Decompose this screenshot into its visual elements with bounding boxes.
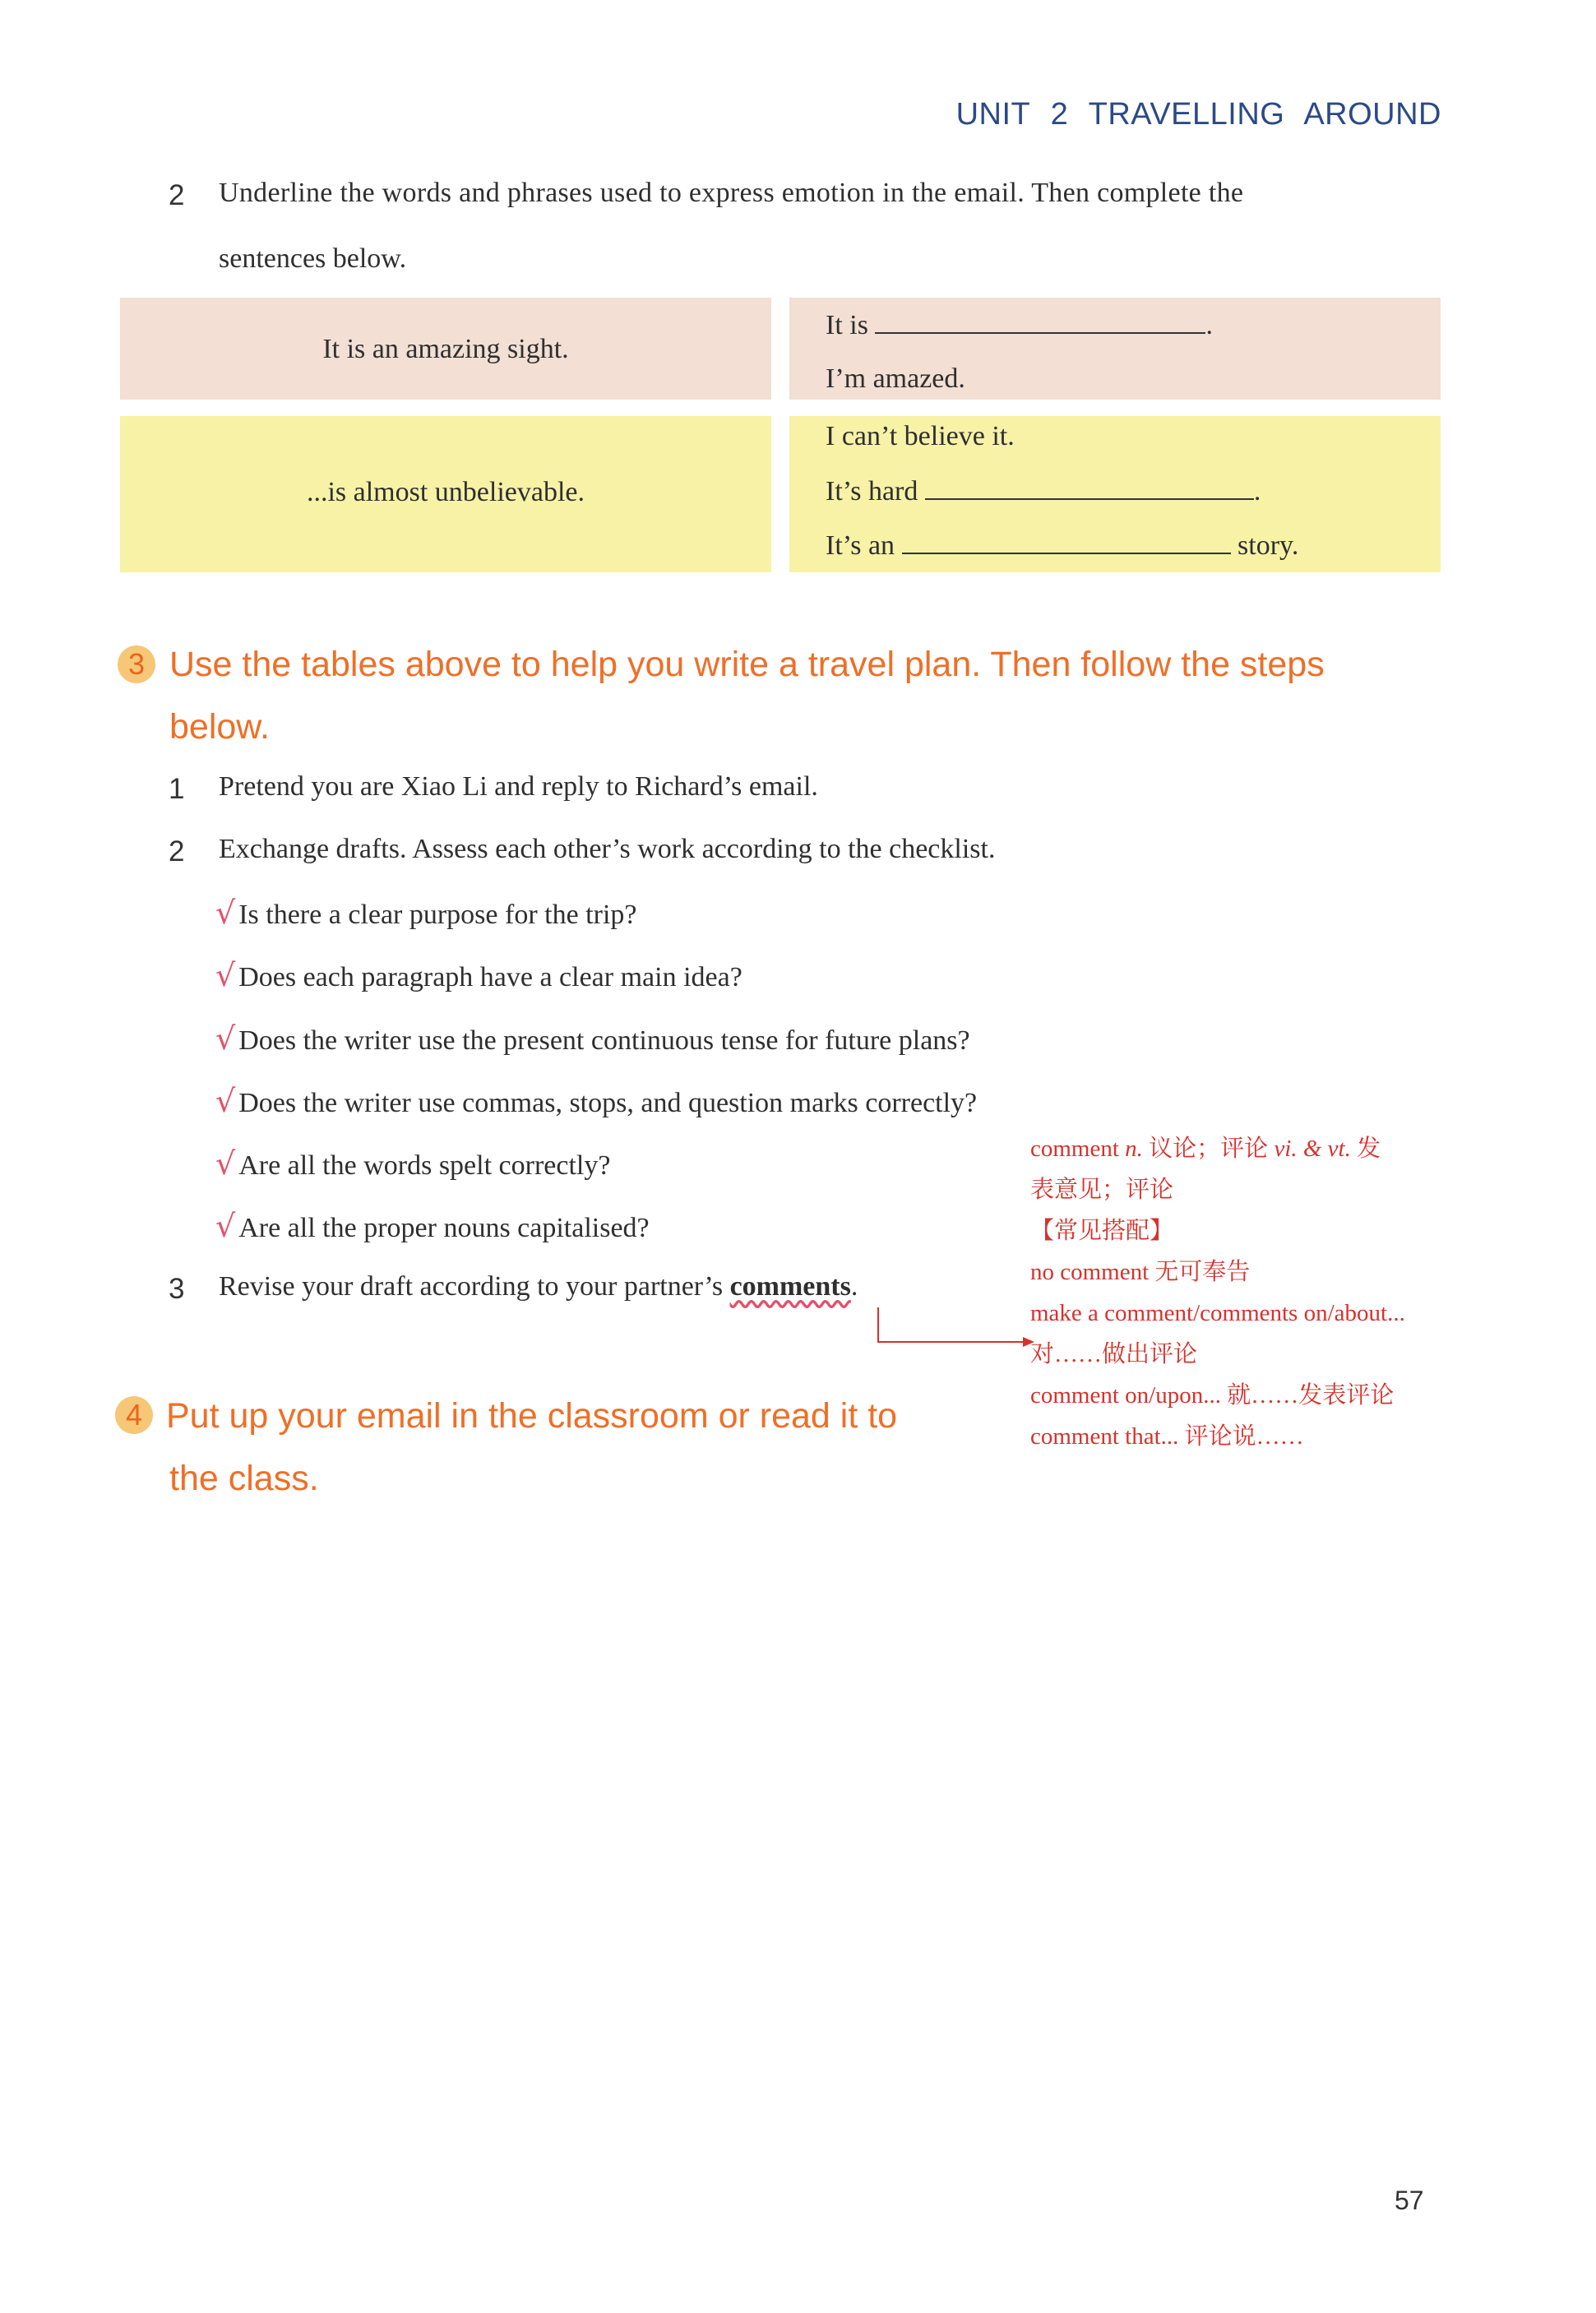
checklist-item <box>215 1208 650 1244</box>
check-icon: √ <box>215 1145 236 1182</box>
step1-number: 1 <box>169 773 185 805</box>
section4-title-line1: Put up your email in the classroom or read it to <box>166 1396 898 1436</box>
note-pos-verb: vi. & vt. <box>1274 1136 1351 1162</box>
answer-blank-1[interactable] <box>875 309 1205 334</box>
keyword-comments: comments <box>729 1271 851 1302</box>
note-line-2: 表意见；评论 <box>1030 1177 1174 1203</box>
step3-number: 3 <box>169 1273 185 1305</box>
checklist-text: Are all the proper nouns capitalised? <box>238 1213 650 1243</box>
note-line-7: comment on/upon... 就……发表评论 <box>1030 1382 1395 1409</box>
row2-line3-prefix: It’s an <box>826 530 895 561</box>
table-row1-right <box>789 298 1441 400</box>
checklist-item <box>215 1145 610 1182</box>
note-pos-noun: n. <box>1125 1136 1143 1162</box>
row2-line2-prefix: It’s hard <box>826 476 918 507</box>
step2-text: Exchange drafts. Assess each other’s work according to the checklist. <box>219 834 996 864</box>
step1-text: Pretend you are Xiao Li and reply to Richard’s email. <box>219 771 818 802</box>
note-line-4: no comment 无可奉告 <box>1030 1259 1251 1285</box>
checklist-item <box>215 895 637 931</box>
section4-title-line2: the class. <box>169 1459 319 1498</box>
row2-line3 <box>826 530 1298 562</box>
row1-line1 <box>826 309 1213 341</box>
checklist-item <box>215 1083 977 1119</box>
row1-line2: I’m amazed. <box>826 363 965 394</box>
check-icon: √ <box>215 1020 236 1057</box>
row1-line1-end: . <box>1205 310 1213 340</box>
checklist-text: Are all the words spelt correctly? <box>238 1150 611 1181</box>
row2-line2-end: . <box>1253 476 1261 507</box>
note-line-3: 【常见搭配】 <box>1030 1218 1174 1244</box>
table-row2-left <box>120 416 771 572</box>
section3-badge: 3 <box>118 645 155 683</box>
note-word: comment <box>1030 1136 1119 1162</box>
section4-badge: 4 <box>115 1396 153 1434</box>
row1-line1-prefix: It is <box>826 310 868 340</box>
note-line-8: comment that... 评论说…… <box>1030 1423 1304 1450</box>
step3-text: Revise your draft according to your partner’s <box>219 1271 724 1302</box>
section3-title-line2: below. <box>169 707 270 747</box>
row2-left-text: ...is almost unbelievable. <box>306 477 585 507</box>
note-line-6: 对……做出评论 <box>1030 1341 1198 1367</box>
task2-line2: sentences below. <box>219 243 407 274</box>
checklist-text: Is there a clear purpose for the trip? <box>238 900 637 930</box>
row2-line1: I can’t believe it. <box>826 421 1015 451</box>
row1-left-text: It is an amazing sight. <box>322 334 569 364</box>
checklist-item <box>215 1020 970 1057</box>
unit-label: UNIT 2 <box>955 97 1069 132</box>
checklist-item <box>215 957 742 993</box>
step3-end: . <box>850 1271 858 1302</box>
answer-blank-3[interactable] <box>902 530 1231 554</box>
task2-number: 2 <box>169 179 185 211</box>
note-line-5: make a comment/comments on/about... <box>1030 1300 1405 1326</box>
step3-line <box>219 1271 858 1302</box>
table-row1-left <box>120 298 771 400</box>
unit-title: TRAVELLING AROUND <box>1088 97 1441 132</box>
table-row2-right <box>789 416 1441 572</box>
task2-line1: Underline the words and phrases used to express emotion in the email. Then complete the <box>219 178 1244 208</box>
page-number: 57 <box>1395 2186 1424 2215</box>
section3-title-line1: Use the tables above to help you write a travel plan. Then follow the steps <box>169 645 1325 684</box>
checklist-text: Does the writer use commas, stops, and question marks correctly? <box>238 1088 978 1118</box>
check-icon: √ <box>215 1083 236 1119</box>
note-line-1 <box>1030 1128 1405 1169</box>
running-header <box>956 97 1441 132</box>
step2-number: 2 <box>169 835 185 867</box>
row2-line3-end: story. <box>1237 530 1299 561</box>
row2-line2 <box>826 475 1261 507</box>
checklist-text: Does each paragraph have a clear main idea? <box>238 962 742 992</box>
check-icon: √ <box>215 1208 236 1244</box>
check-icon: √ <box>215 895 236 931</box>
check-icon: √ <box>215 957 236 993</box>
checklist-text: Does the writer use the present continuous tense for future plans? <box>238 1025 970 1056</box>
note-def-noun: 议论；评论 <box>1149 1136 1269 1162</box>
vocab-note <box>1030 1128 1405 1457</box>
note-connector-arrow <box>872 1306 1036 1352</box>
answer-blank-2[interactable] <box>925 475 1254 500</box>
note-def-verb-start: 发 <box>1357 1136 1381 1162</box>
